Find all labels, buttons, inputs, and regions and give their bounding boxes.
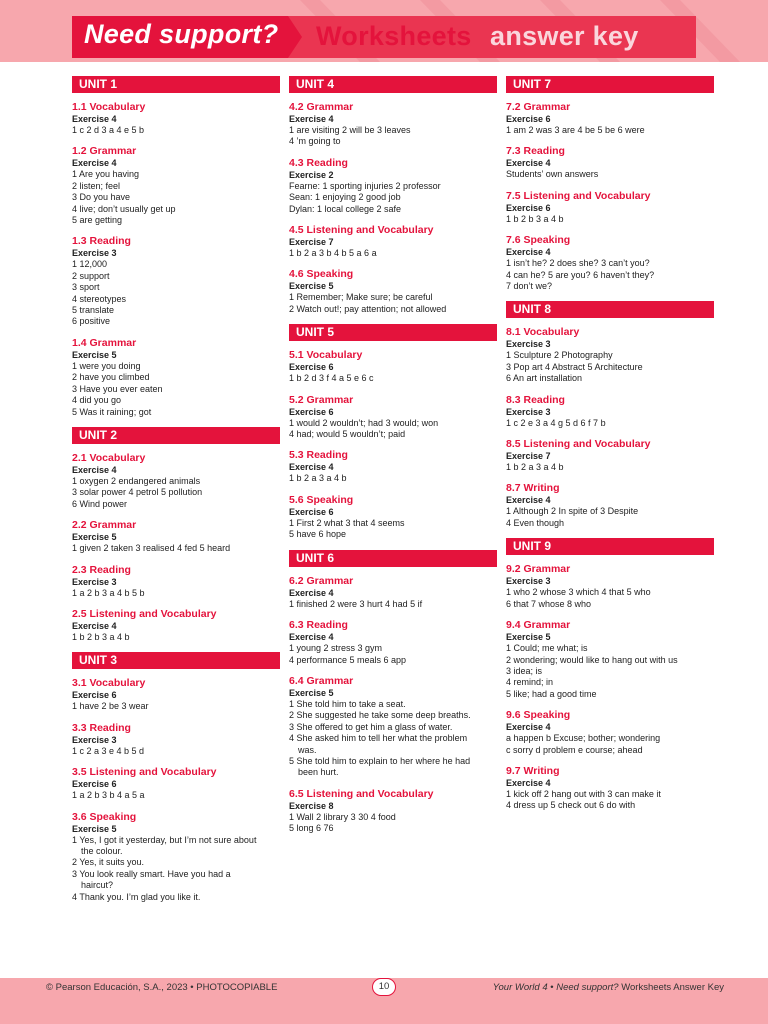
exercise-label: Exercise 5 xyxy=(506,632,551,643)
answer-section xyxy=(506,482,714,529)
answer-line: 3 sport xyxy=(72,282,100,293)
footer-need-support: Need support? xyxy=(556,982,619,993)
answer-line: 4 stereotypes xyxy=(72,293,127,304)
answer-section xyxy=(289,619,497,666)
section-title: 3.5 Listening and Vocabulary xyxy=(72,766,217,779)
answer-line: 5 long 6 76 xyxy=(289,823,334,834)
section-title: 1.3 Reading xyxy=(72,235,131,248)
section-title: 2.3 Reading xyxy=(72,563,131,576)
answer-line: 1 First 2 what 3 that 4 seems xyxy=(289,517,405,528)
section-title: 1.4 Grammar xyxy=(72,336,137,349)
answer-line: 5 Was it raining; got xyxy=(72,406,152,417)
exercise-label: Exercise 3 xyxy=(506,576,551,587)
answer-line: 3 Do you have xyxy=(72,192,131,203)
section-title: 9.2 Grammar xyxy=(506,563,571,576)
answer-section xyxy=(289,157,497,215)
answer-line: 1 a 2 b 3 a 4 b 5 b xyxy=(72,587,145,598)
answer-section xyxy=(506,145,714,180)
answer-section xyxy=(72,564,280,599)
unit-heading: UNIT 6 xyxy=(289,550,497,567)
section-title: 2.1 Vocabulary xyxy=(72,451,146,464)
answer-line: 1 given 2 taken 3 realised 4 fed 5 heard xyxy=(72,543,231,554)
answer-line: 1 oxygen 2 endangered animals xyxy=(72,475,201,486)
answer-line: 1 are visiting 2 will be 3 leaves xyxy=(289,125,411,135)
answer-line: 1 c 2 a 3 e 4 b 5 d xyxy=(72,745,145,756)
answer-line: 7 don’t we? xyxy=(506,281,553,292)
answer-line: 3 You look really smart. Have you had a xyxy=(72,868,231,879)
answer-line: 1 kick off 2 hang out with 3 can make it xyxy=(506,788,661,799)
answer-line: 1 b 2 a 3 b 4 b 5 a 6 a xyxy=(289,248,377,259)
answer-line: 3 idea; is xyxy=(506,665,543,676)
section-title: 6.2 Grammar xyxy=(289,574,354,587)
answer-section xyxy=(72,337,280,418)
exercise-label: Exercise 6 xyxy=(289,406,334,417)
answer-line: 2 wondering; would like to hang out with us xyxy=(506,654,678,665)
unit-heading: UNIT 1 xyxy=(72,76,280,93)
footer-book-title xyxy=(493,979,724,997)
section-title: 5.2 Grammar xyxy=(289,393,354,406)
answer-line: been hurt. xyxy=(298,767,339,778)
exercise-label: Exercise 5 xyxy=(72,823,117,834)
answer-line: 5 translate xyxy=(72,305,115,316)
answer-line: was. xyxy=(298,744,317,755)
answer-section xyxy=(72,677,280,712)
answer-line: 3 Have you ever eaten xyxy=(72,383,163,394)
exercise-label: Exercise 3 xyxy=(72,576,117,587)
section-title: 1.1 Vocabulary xyxy=(72,101,146,113)
answer-line: 3 Pop art 4 Abstract 5 Architecture xyxy=(506,361,643,372)
header-title: Need support? xyxy=(84,19,279,49)
answer-section xyxy=(289,224,497,259)
exercise-label: Exercise 4 xyxy=(506,158,551,169)
answer-line: 1 Could; me what; is xyxy=(506,643,588,654)
answer-line: 3 She offered to get him a glass of water. xyxy=(289,721,453,732)
exercise-label: Exercise 4 xyxy=(72,114,117,124)
exercise-label: Exercise 4 xyxy=(289,632,334,643)
section-title: 8.3 Reading xyxy=(506,393,565,406)
answer-line: Dylan: 1 local college 2 safe xyxy=(289,203,402,214)
answer-line: 1 Although 2 In spite of 3 Despite xyxy=(506,506,639,517)
answer-section xyxy=(506,190,714,225)
exercise-label: Exercise 4 xyxy=(72,464,117,475)
answer-line: 5 She told him to explain to her where he had xyxy=(289,755,471,766)
answer-line: 4 Thank you. I’m glad you like it. xyxy=(72,891,201,902)
answer-line: Fearne: 1 sporting injuries 2 professor xyxy=(289,180,441,191)
exercise-label: Exercise 5 xyxy=(72,349,117,360)
exercise-label: Exercise 4 xyxy=(506,777,551,788)
exercise-label: Exercise 4 xyxy=(506,722,551,733)
section-title: 5.1 Vocabulary xyxy=(289,349,363,362)
header-worksheets: Worksheets xyxy=(316,21,472,51)
answer-section xyxy=(506,326,714,384)
exercise-label: Exercise 3 xyxy=(72,734,117,745)
unit-heading: UNIT 5 xyxy=(289,324,497,341)
unit-heading: UNIT 3 xyxy=(72,652,280,669)
answer-line: 5 like; had a good time xyxy=(506,688,597,699)
exercise-label: Exercise 4 xyxy=(72,158,117,169)
exercise-label: Exercise 3 xyxy=(506,339,551,350)
answer-line: 1 who 2 whose 3 which 4 that 5 who xyxy=(506,587,651,598)
header-answer-key: answer key xyxy=(490,21,639,51)
answer-section xyxy=(72,145,280,226)
answer-line: 1 am 2 was 3 are 4 be 5 be 6 were xyxy=(506,125,645,135)
answer-section xyxy=(506,563,714,610)
answer-section xyxy=(72,519,280,554)
answer-line: 4 She asked him to tell her what the problem xyxy=(289,733,468,744)
answer-section xyxy=(506,438,714,473)
answer-line: 6 An art installation xyxy=(506,373,583,384)
answer-section xyxy=(289,494,497,541)
unit-heading: UNIT 7 xyxy=(506,76,714,93)
answer-line: 4 live; don’t usually get up xyxy=(72,203,176,214)
answer-line: 4 remind; in xyxy=(506,677,554,688)
section-title: 6.3 Reading xyxy=(289,619,348,632)
answer-section xyxy=(289,788,497,835)
answer-line: 1 isn’t he? 2 does she? 3 can’t you? xyxy=(506,258,650,269)
answer-line: 2 listen; feel xyxy=(72,180,121,191)
answer-section xyxy=(506,101,714,136)
answer-line: the colour. xyxy=(81,845,123,856)
answer-line: 4 can he? 5 are you? 6 haven’t they? xyxy=(506,269,655,280)
section-title: 3.3 Reading xyxy=(72,721,131,734)
answer-line: 5 are getting xyxy=(72,215,123,226)
answer-section xyxy=(289,101,497,148)
answer-section xyxy=(506,709,714,756)
section-title: 8.5 Listening and Vocabulary xyxy=(506,438,651,451)
answer-section xyxy=(72,766,280,801)
answer-section xyxy=(506,234,714,292)
answer-section xyxy=(289,675,497,779)
exercise-label: Exercise 6 xyxy=(72,779,117,790)
section-title: 6.5 Listening and Vocabulary xyxy=(289,787,434,800)
footer xyxy=(0,978,768,1024)
answer-line: 3 solar power 4 petrol 5 pollution xyxy=(72,487,203,498)
exercise-label: Exercise 4 xyxy=(289,114,334,124)
answer-line: 4 did you go xyxy=(72,395,122,406)
exercise-label: Exercise 5 xyxy=(289,687,334,698)
answer-section xyxy=(506,619,714,700)
exercise-label: Exercise 4 xyxy=(506,247,551,258)
answer-line: 1 b 2 b 3 a 4 b xyxy=(72,631,130,642)
answer-line: 1 b 2 a 3 a 4 b xyxy=(289,473,347,484)
exercise-label: Exercise 6 xyxy=(289,506,334,517)
answer-line: 4 Even though xyxy=(506,517,565,528)
answer-line: 6 Wind power xyxy=(72,498,128,509)
section-title: 3.1 Vocabulary xyxy=(72,677,146,690)
page-number: 10 xyxy=(372,978,396,996)
answer-line: 2 Yes, it suits you. xyxy=(72,857,145,868)
answer-line: 4 had; would 5 wouldn’t; paid xyxy=(289,429,406,440)
unit-heading: UNIT 2 xyxy=(72,427,280,444)
answer-line: 1 finished 2 were 3 hurt 4 had 5 if xyxy=(289,598,423,609)
answer-line: 1 Wall 2 library 3 30 4 food xyxy=(289,811,396,822)
answer-line: 1 b 2 d 3 f 4 a 5 e 6 c xyxy=(289,373,374,384)
column-2 xyxy=(289,76,497,844)
answer-section xyxy=(289,449,497,484)
answer-section xyxy=(72,608,280,643)
answer-line: 1 Sculpture 2 Photography xyxy=(506,350,613,361)
answer-section xyxy=(72,722,280,757)
column-1 xyxy=(72,76,280,912)
column-3 xyxy=(506,76,714,821)
section-title: 4.3 Reading xyxy=(289,156,348,169)
exercise-label: Exercise 2 xyxy=(289,169,334,180)
answer-section xyxy=(289,394,497,441)
answer-line: Students’ own answers xyxy=(506,169,599,180)
section-title: 8.7 Writing xyxy=(506,482,560,495)
exercise-label: Exercise 6 xyxy=(72,690,117,701)
answer-line: 1 12,000 xyxy=(72,259,108,270)
answer-section xyxy=(72,811,280,903)
answer-line: 1 young 2 stress 3 gym xyxy=(289,643,383,654)
section-title: 3.6 Speaking xyxy=(72,810,137,823)
section-title: 8.1 Vocabulary xyxy=(506,326,580,339)
footer-book-name: Your World 4 xyxy=(492,982,548,993)
answer-section xyxy=(289,268,497,315)
section-title: 9.6 Speaking xyxy=(506,709,571,722)
section-title: 9.7 Writing xyxy=(506,764,560,777)
section-title: 2.2 Grammar xyxy=(72,519,137,532)
answer-section xyxy=(72,452,280,510)
answer-line: 1 b 2 b 3 a 4 b xyxy=(506,213,564,224)
answer-line: 2 Watch out!; pay attention; not allowed xyxy=(289,303,447,314)
section-title: 7.6 Speaking xyxy=(506,234,571,247)
answer-section xyxy=(289,349,497,384)
answer-section xyxy=(506,765,714,812)
answer-line: 4 ’m going to xyxy=(289,136,341,147)
answer-line: 2 She suggested he take some deep breaths. xyxy=(289,710,471,721)
answer-line: 1 c 2 d 3 a 4 e 5 b xyxy=(72,125,145,135)
section-title: 4.5 Listening and Vocabulary xyxy=(289,224,434,237)
exercise-label: Exercise 4 xyxy=(506,495,551,506)
section-title: 6.4 Grammar xyxy=(289,674,354,687)
exercise-label: Exercise 3 xyxy=(72,248,117,259)
answer-line: 2 have you climbed xyxy=(72,372,150,383)
answer-line: 1 b 2 a 3 a 4 b xyxy=(506,462,564,473)
answer-line: 1 a 2 b 3 b 4 a 5 a xyxy=(72,790,145,801)
footer-rest: Worksheets Answer Key xyxy=(618,982,724,993)
exercise-label: Exercise 6 xyxy=(506,202,551,213)
answer-line: 1 Remember; Make sure; be careful xyxy=(289,292,433,303)
section-title: 5.3 Reading xyxy=(289,449,348,462)
exercise-label: Exercise 6 xyxy=(289,362,334,373)
answer-line: haircut? xyxy=(81,880,114,891)
section-title: 5.6 Speaking xyxy=(289,493,354,506)
section-title: 4.6 Speaking xyxy=(289,268,354,281)
answer-line: 4 dress up 5 check out 6 do with xyxy=(506,800,636,811)
answer-section xyxy=(289,575,497,610)
exercise-label: Exercise 5 xyxy=(72,532,117,543)
answer-line: 6 positive xyxy=(72,316,111,327)
answer-line: Sean: 1 enjoying 2 good job xyxy=(289,192,401,203)
answer-line: 2 support xyxy=(72,270,110,281)
answer-section xyxy=(72,235,280,327)
section-title: 7.2 Grammar xyxy=(506,101,571,113)
footer-separator: • xyxy=(547,982,557,993)
answer-line: 5 have 6 hope xyxy=(289,529,347,540)
section-title: 1.2 Grammar xyxy=(72,145,137,158)
exercise-label: Exercise 7 xyxy=(289,237,334,248)
exercise-label: Exercise 3 xyxy=(506,406,551,417)
exercise-label: Exercise 5 xyxy=(289,281,334,292)
answer-line: 1 Yes, I got it yesterday, but I’m not sure about xyxy=(72,834,257,845)
answer-line: 4 performance 5 meals 6 app xyxy=(289,654,407,665)
unit-heading: UNIT 9 xyxy=(506,538,714,555)
answer-line: a happen b Excuse; bother; wondering xyxy=(506,733,661,744)
section-title: 9.4 Grammar xyxy=(506,619,571,632)
exercise-label: Exercise 4 xyxy=(289,462,334,473)
answer-line: 1 were you doing xyxy=(72,360,141,371)
exercise-label: Exercise 4 xyxy=(72,620,117,631)
answer-line: 1 have 2 be 3 wear xyxy=(72,701,149,712)
section-title: 2.5 Listening and Vocabulary xyxy=(72,607,217,620)
answer-line: 6 that 7 whose 8 who xyxy=(506,598,592,609)
exercise-label: Exercise 4 xyxy=(289,587,334,598)
exercise-label: Exercise 7 xyxy=(506,451,551,462)
section-title: 4.2 Grammar xyxy=(289,101,354,113)
answer-line: 1 c 2 e 3 a 4 g 5 d 6 f 7 b xyxy=(506,417,606,428)
section-title: 7.3 Reading xyxy=(506,145,565,158)
answer-section xyxy=(506,394,714,429)
exercise-label: Exercise 8 xyxy=(289,800,334,811)
footer-copyright: © Pearson Educación, S.A., 2023 • PHOTOCOPIABLE xyxy=(46,982,278,993)
answer-line: 1 She told him to take a seat. xyxy=(289,698,406,709)
section-title: 7.5 Listening and Vocabulary xyxy=(506,189,651,202)
exercise-label: Exercise 6 xyxy=(506,114,551,124)
header-banner xyxy=(0,0,768,62)
unit-heading: UNIT 8 xyxy=(506,301,714,318)
answer-line: 1 Are you having xyxy=(72,169,140,180)
answer-section xyxy=(72,101,280,136)
answer-line: c sorry d problem e course; ahead xyxy=(506,744,643,755)
answer-line: 1 would 2 wouldn’t; had 3 would; won xyxy=(289,417,439,428)
unit-heading: UNIT 4 xyxy=(289,76,497,93)
